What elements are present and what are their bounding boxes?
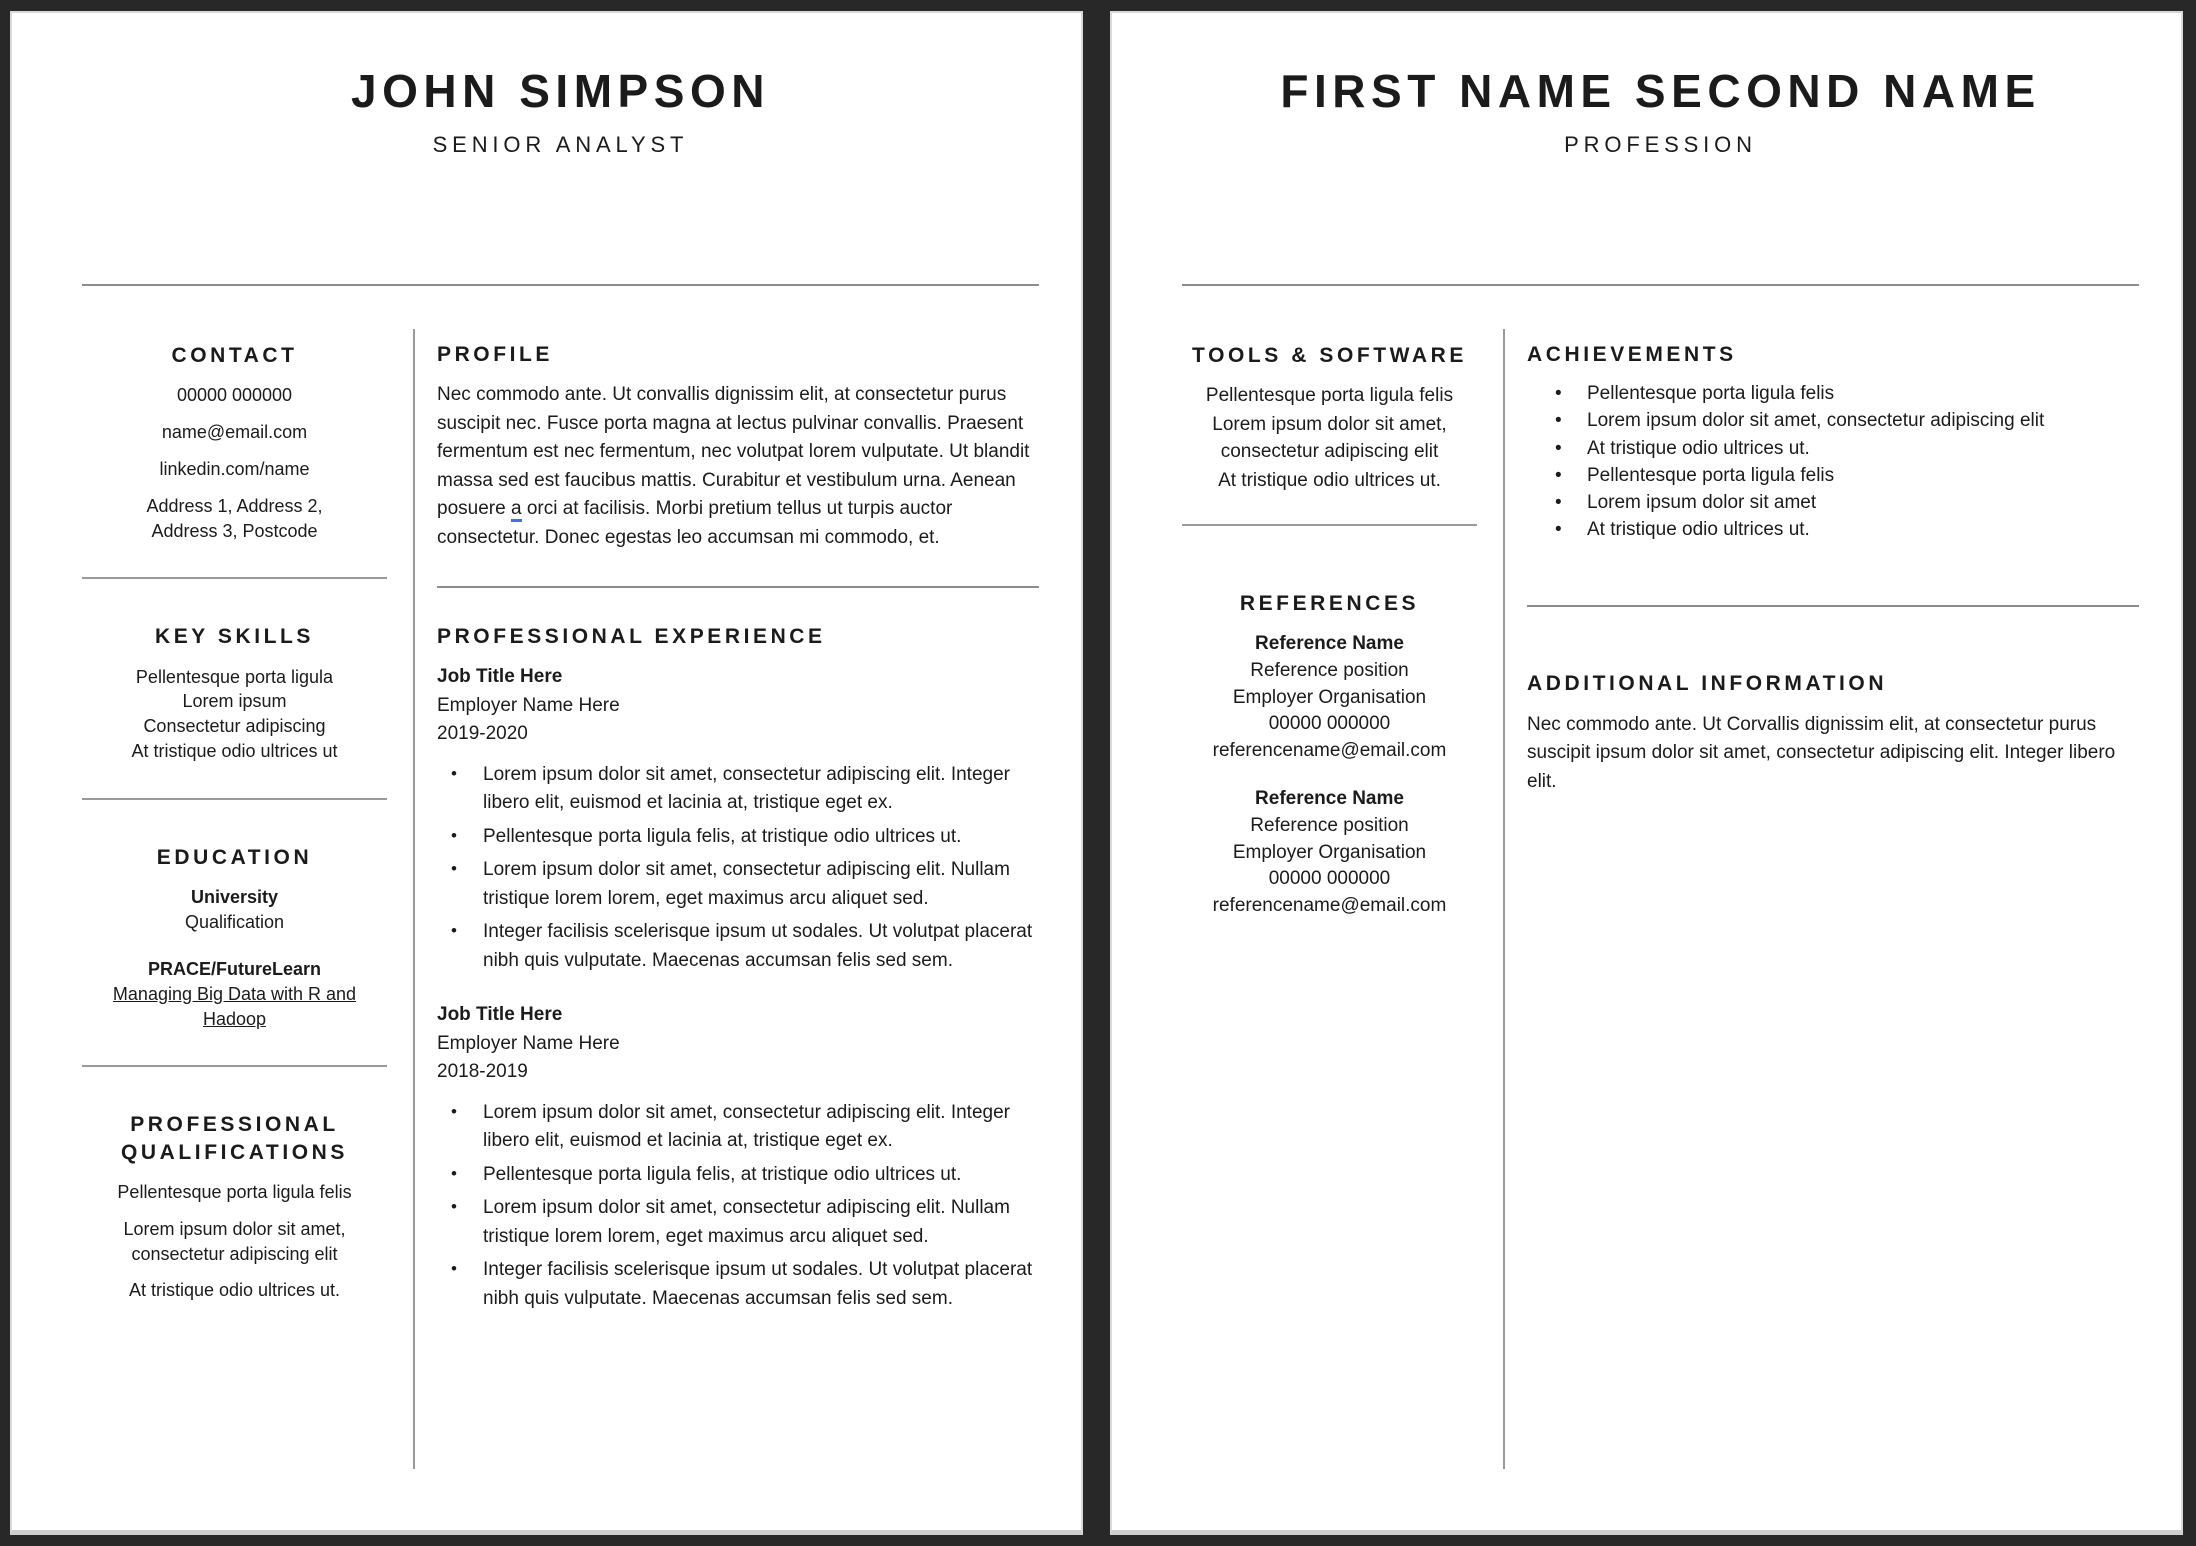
education-heading: EDUCATION — [156, 845, 313, 869]
job-title: Job Title Here — [437, 1004, 563, 1026]
key-skills-heading: KEY SKILLS — [154, 625, 314, 649]
job-employer: Employer Name Here — [437, 694, 620, 716]
achievement-item: • Pellentesque porta ligula felis — [1527, 463, 2139, 489]
contact-linkedin: linkedin.com/name — [159, 458, 310, 479]
key-skill-item: Pellentesque porta ligula — [135, 666, 334, 687]
job-dates: 2018-2019 — [437, 1061, 528, 1083]
education-course-link[interactable]: Managing Big Data with R and Hadoop — [112, 983, 357, 1029]
key-skills-section — [82, 623, 387, 764]
achievements-section — [1527, 342, 2139, 544]
achievements-heading: ACHIEVEMENTS — [1527, 342, 1737, 366]
references-heading: REFERENCES — [1239, 592, 1420, 616]
reference-position: Reference position — [1250, 659, 1409, 681]
sidebar-divider — [82, 798, 387, 800]
professional-qualifications-heading: PROFESSIONAL QUALIFICATIONS — [121, 1113, 348, 1164]
experience-section — [437, 624, 1039, 1313]
sidebar-divider — [1182, 524, 1477, 526]
job-employer: Employer Name Here — [437, 1032, 620, 1054]
reference-email: referencename@email.com — [1212, 894, 1447, 916]
tools-software-heading: TOOLS & SOFTWARE — [1192, 343, 1467, 367]
page1-main — [415, 286, 1039, 1469]
tools-item: At tristique odio ultrices ut. — [1218, 469, 1441, 491]
profile-heading: PROFILE — [437, 342, 553, 366]
candidate-profession-placeholder: PROFESSION — [1564, 131, 1757, 157]
job-bullet: • Integer facilisis scelerisque ipsum ut sodales. Ut volutpat placerat nibh quis vulputate. Maecenas accumsan felis sed sem. — [437, 1256, 1039, 1313]
profile-section — [437, 342, 1039, 552]
key-skill-item: Lorem ipsum — [182, 691, 287, 712]
profile-text-before: Nec commodo ante. Ut convallis dignissim elit, at consectetur purus suscipit nec. Fusce porta magna at lectus pulvinar convallis. Praesent fermentum est nec fermentum, nec volutpat lorem vulputate. Ut blandit massa sed est faucibus mattis. Curabitur et vestibulum urna. Aenean posuere — [437, 384, 1030, 520]
achievement-item: • At tristique odio ultrices ut. — [1527, 436, 2139, 462]
page2-columns — [1182, 286, 2139, 1469]
job-bullet: • Lorem ipsum dolor sit amet, consectetur adipiscing elit. Integer libero elit, euismod et lacinia at, tristique eget ex. — [437, 761, 1039, 818]
sidebar-divider — [82, 1065, 387, 1067]
page1-columns — [82, 286, 1039, 1469]
job-bullet-list — [437, 761, 1039, 976]
job-bullet: • Lorem ipsum dolor sit amet, consectetur adipiscing elit. Nullam tristique lorem lorem, eget maximus arcu aliquet sed. — [437, 1194, 1039, 1251]
main-divider — [437, 586, 1039, 588]
resume-page-2 — [1110, 11, 2183, 1535]
page1-header — [82, 13, 1039, 158]
contact-heading: CONTACT — [171, 343, 298, 367]
candidate-name-placeholder: FIRST NAME SECOND NAME — [1280, 65, 2041, 117]
tools-item: Pellentesque porta ligula felis — [1205, 385, 1454, 407]
qualification-item: Lorem ipsum dolor sit amet, consectetur adipiscing elit — [123, 1218, 346, 1264]
tools-item: Lorem ipsum dolor sit amet, consectetur adipiscing elit — [1212, 414, 1447, 462]
additional-information-heading: ADDITIONAL INFORMATION — [1527, 672, 1888, 696]
profile-text-after: orci at facilisis. Morbi pretium tellus ut turpis auctor consectetur. Donec egestas leo accumsan mi commodo, et. — [437, 498, 953, 548]
key-skill-item: Consectetur adipiscing — [143, 716, 326, 737]
tools-software-section — [1182, 342, 1477, 494]
reference-organisation: Employer Organisation — [1232, 686, 1427, 708]
reference-email: referencename@email.com — [1212, 739, 1447, 761]
achievement-item: • Pellentesque porta ligula felis — [1527, 381, 2139, 407]
contact-phone: 00000 000000 — [176, 385, 293, 406]
achievement-item: • Lorem ipsum dolor sit amet — [1527, 490, 2139, 516]
achievements-list — [1527, 381, 2139, 543]
job-bullet: • Lorem ipsum dolor sit amet, consectetur adipiscing elit. Nullam tristique lorem lorem, eget maximus arcu aliquet sed. — [437, 856, 1039, 913]
contact-address-line2: Address 3, Postcode — [151, 520, 318, 541]
page1-sidebar — [82, 286, 387, 1469]
qualification-item: Pellentesque porta ligula felis — [117, 1181, 352, 1202]
contact-address-line1: Address 1, Address 2, — [146, 495, 323, 516]
professional-qualifications-section — [82, 1111, 387, 1303]
experience-heading: PROFESSIONAL EXPERIENCE — [437, 625, 826, 649]
reference-position: Reference position — [1250, 814, 1409, 836]
reference-organisation: Employer Organisation — [1232, 841, 1427, 863]
contact-section — [82, 342, 387, 543]
contact-email: name@email.com — [161, 422, 308, 443]
reference-entry — [1182, 786, 1477, 919]
reference-phone: 00000 000000 — [1268, 713, 1391, 735]
job-entry — [437, 1001, 1039, 1313]
additional-information-text: Nec commodo ante. Ut Corvallis dignissim elit, at consectetur purus suscipit ipsum dolor sit amet, consectetur adipiscing elit. Integer libero elit. — [1527, 713, 2116, 792]
job-bullet: • Lorem ipsum dolor sit amet, consectetur adipiscing elit. Integer libero elit, euismod et lacinia at, tristique eget ex. — [437, 1099, 1039, 1156]
job-bullet: • Pellentesque porta ligula felis, at tristique odio ultrices ut. — [437, 823, 1039, 852]
achievement-item: • At tristique odio ultrices ut. — [1527, 517, 2139, 543]
page2-header — [1182, 13, 2139, 158]
key-skill-item: At tristique odio ultrices ut — [131, 741, 338, 762]
reference-entry — [1182, 631, 1477, 764]
education-university: University — [190, 887, 279, 908]
achievement-item: • Lorem ipsum dolor sit amet, consectetur adipiscing elit — [1527, 408, 2139, 434]
profile-text — [437, 381, 1039, 552]
page2-main — [1505, 286, 2139, 1469]
qualification-item: At tristique odio ultrices ut. — [128, 1280, 341, 1301]
job-entry — [437, 663, 1039, 975]
candidate-name: JOHN SIMPSON — [351, 65, 770, 117]
reference-name: Reference Name — [1255, 788, 1404, 810]
reference-phone: 00000 000000 — [1268, 868, 1391, 890]
job-title: Job Title Here — [437, 666, 563, 688]
job-dates: 2019-2020 — [437, 723, 528, 745]
job-bullet: • Pellentesque porta ligula felis, at tristique odio ultrices ut. — [437, 1161, 1039, 1190]
candidate-job-title: SENIOR ANALYST — [432, 131, 689, 157]
page2-sidebar — [1182, 286, 1477, 1469]
education-provider: PRACE/FutureLearn — [147, 958, 322, 979]
education-section — [82, 844, 387, 1031]
job-bullet: • Integer facilisis scelerisque ipsum ut sodales. Ut volutpat placerat nibh quis vulputate. Maecenas accumsan felis sed sem. — [437, 918, 1039, 975]
grammar-marked-word: a — [511, 498, 522, 522]
references-section — [1182, 590, 1477, 919]
additional-information-section — [1527, 671, 2139, 796]
main-divider — [1527, 605, 2139, 607]
job-bullet-list — [437, 1099, 1039, 1314]
resume-page-1 — [10, 11, 1083, 1535]
reference-name: Reference Name — [1255, 633, 1404, 655]
education-qualification: Qualification — [184, 912, 285, 933]
sidebar-divider — [82, 577, 387, 579]
